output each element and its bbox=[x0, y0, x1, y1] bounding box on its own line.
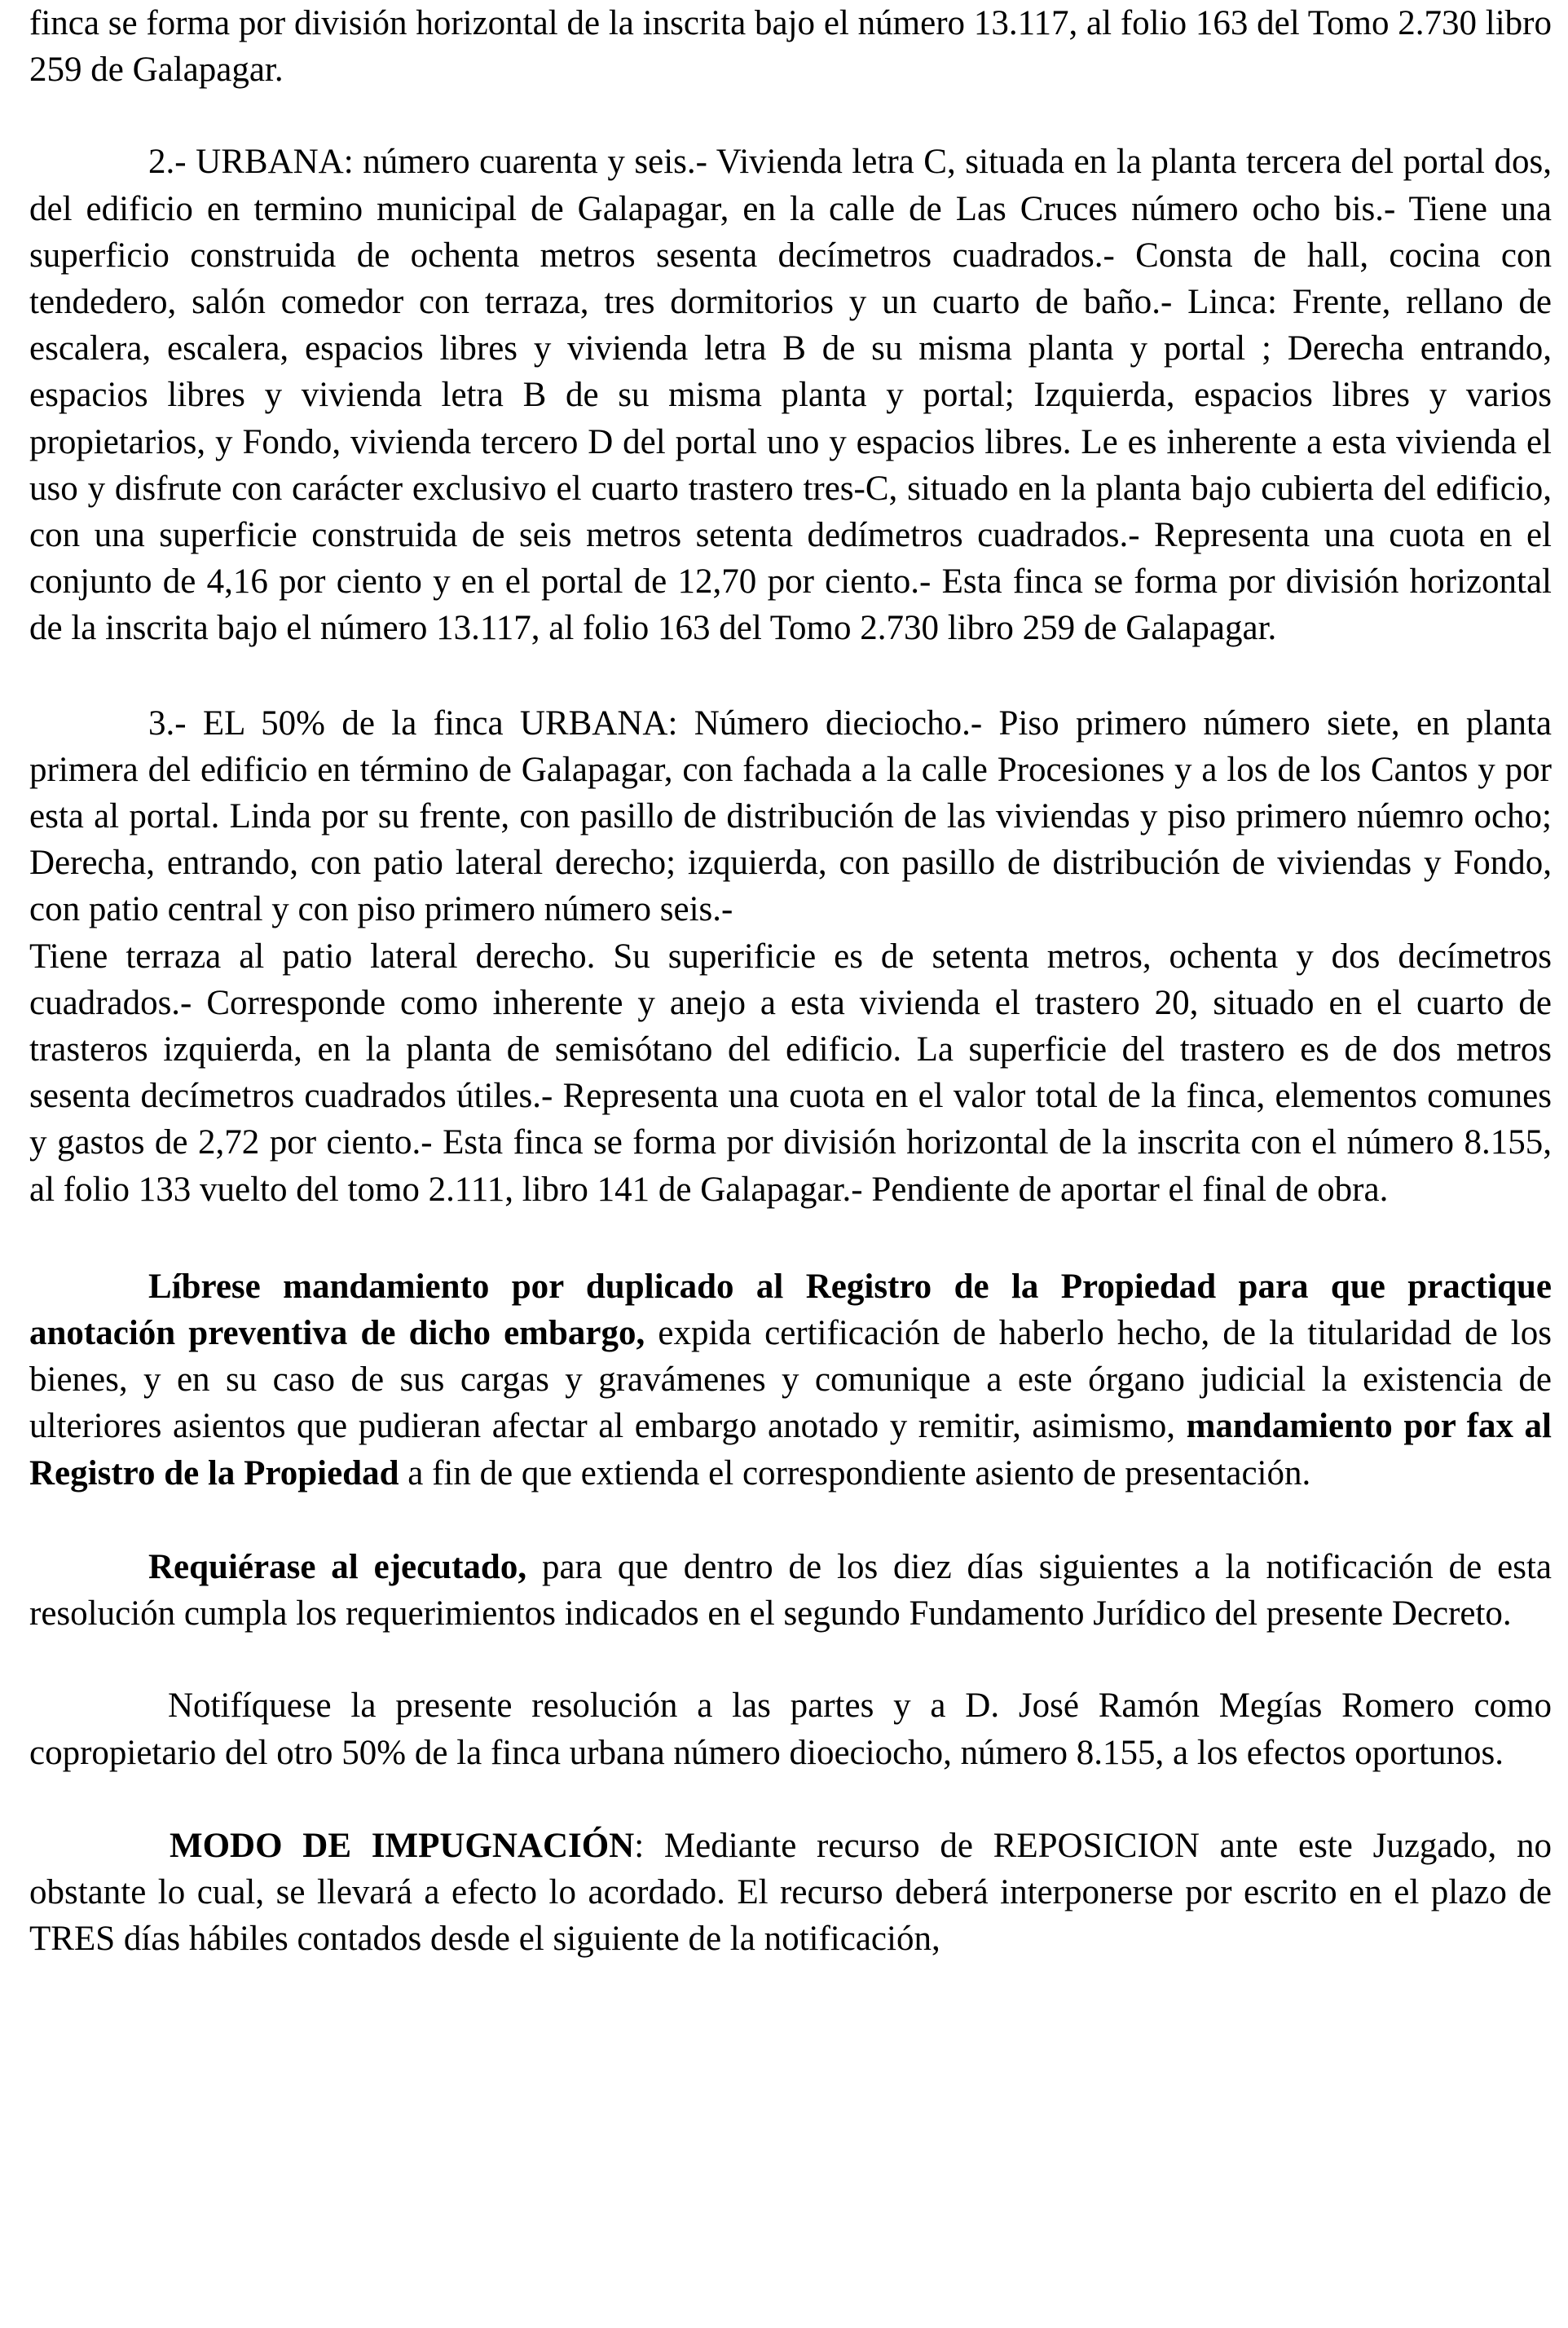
bold-mandamiento-fax: mandamiento por fax al Registro de la Propiedad bbox=[29, 1407, 1552, 1492]
paragraph-modo-impugnacion bbox=[29, 1823, 1552, 1963]
paragraph-finca-continuation: finca se forma por división horizontal de la inscrita bajo el número 13.117, al folio 163 del Tomo 2.730 libro 259 de Galapagar. bbox=[29, 4, 1552, 90]
paragraph-librese-mandamiento bbox=[29, 1263, 1552, 1497]
text-requierase: para que dentro de los diez días siguientes a la notificación de esta resolución cumpla los requerimientos indicados en el segundo Fundamento Jurídico del presente Decreto. bbox=[29, 1547, 1552, 1634]
bold-requierase: Requiérase al ejecutado, bbox=[148, 1547, 527, 1586]
paragraph-notifiquese: Notifíquese la presente resolución a las partes y a D. José Ramón Megías Romero como copropietario del otro 50% de la finca urbana número dioeciocho, número 8.155, a los efectos oportunos. bbox=[29, 1686, 1552, 1772]
text-modo-impugnacion: : Mediante recurso de REPOSICION ante este Juzgado, no obstante lo cual, se llevará a efecto lo acordado. El recurso deberá interponerse por escrito en el plazo de TRES días hábiles contados desde el siguiente de la notificación, bbox=[29, 1826, 1552, 1959]
document-page bbox=[29, 0, 1552, 2328]
paragraph-urbana-46: 2.- URBANA: número cuarenta y seis.- Vivienda letra C, situada en la planta tercera del portal dos, del edificio en termino municipal de Galapagar, en la calle de Las Cruces número ocho bis.- Tiene una superficio construida de ochenta metros sesenta decímetros cuadrados.- Consta de hall, cocina con tendedero, salón comedor con terraza, tres dormitorios y un cuarto de baño.- Linca: Frente, rellano de escalera, escalera, espacios libres y vivienda letra B de su misma planta y portal ; Derecha entrando, espacios libres y vivienda letra B de su misma planta y portal; Izquierda, espacios libres y varios propietarios, y Fondo, vivienda tercero D del portal uno y espacios libres. Le es inherente a esta vivienda el uso y disfrute con carácter exclusivo el cuarto trastero tres-C, situado en la planta bajo cubierta del edificio, con una superficie construida de seis metros setenta dedímetros cuadrados.- Representa una cuota en el conjunto de 4,16 por ciento y en el portal de 12,70 por ciento.- Esta finca se forma por división horizontal de la inscrita bajo el número 13.117, al folio 163 del Tomo 2.730 libro 259 de Galapagar. bbox=[29, 143, 1552, 648]
paragraph-urbana-18: 3.- EL 50% de la finca URBANA: Número dieciocho.- Piso primero número siete, en planta primera del edificio en término de Galapagar, con fachada a la calle Procesiones y a los de los Cantos y por esta al portal. Linda por su frente, con pasillo de distribución de las viviendas y piso primero núemro ocho; Derecha, entrando, con patio lateral derecho; izquierda, con pasillo de distribución de viviendas y Fondo, con patio central y con piso primero número seis.- bbox=[29, 703, 1552, 929]
text-librese-part2: a fin de que extienda el correspondiente asiento de presentación. bbox=[399, 1453, 1311, 1492]
bold-librese-mandamiento: Líbrese mandamiento por duplicado al Registro de la Propiedad para que practique anotación preventiva de dicho embargo, bbox=[29, 1267, 1552, 1353]
paragraph-requierase bbox=[29, 1544, 1552, 1637]
paragraph-terraza: Tiene terraza al patio lateral derecho. Su superificie es de setenta metros, ochenta y dos decímetros cuadrados.- Corresponde como inherente y anejo a esta vivienda el trastero 20, situado en el cuarto de trasteros izquierda, en la planta de semisótano del edificio. La superficie del trastero es de dos metros sesenta decímetros cuadrados útiles.- Representa una cuota en el valor total de la finca, elementos comunes y gastos de 2,72 por ciento.- Esta finca se forma por división horizontal de la inscrita con el número 8.155, al folio 133 vuelto del tomo 2.111, libro 141 de Galapagar.- Pendiente de aportar el final de obra. bbox=[29, 937, 1552, 1209]
bold-modo-impugnacion: MODO DE IMPUGNACIÓN bbox=[170, 1826, 635, 1865]
text-librese-part1: expida certificación de haberlo hecho, de la titularidad de los bienes, y en su caso de sus cargas y gravámenes y comunique a este órgano judicial la existencia de ulteriores asientos que pudieran afectar al embargo anotado y remitir, asimismo, bbox=[29, 1314, 1552, 1446]
